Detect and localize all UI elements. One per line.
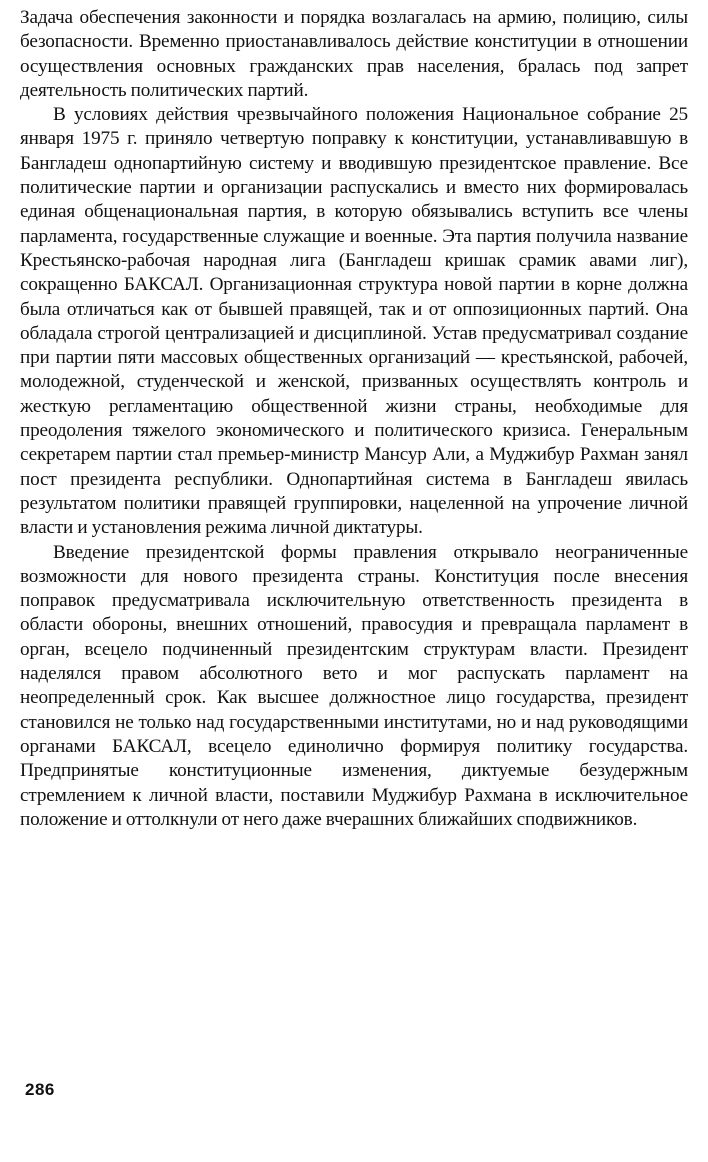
paragraph-3: Введение президентской формы правления открывало неограниченные возможности для нового президента страны. Конституция после внесения поправок предусматривала исключительную ответственность президента в области обороны, внешних отношений, правосудия и превращала парламент в орган, всецело подчиненный президентским структурам власти. Президент наделялся правом абсолютного вето и мог распускать парламент на неопределенный срок. Как высшее должностное лицо государства, президент становился не только над государственными институтами, но и над руководящими органами БАКСАЛ, всецело единолично формируя политику государства. Предпринятые конституционные изменения, диктуемые безудержным стремлением к личной власти, поставили Муджибур Рахмана в исключительное положение и оттолкнули от него даже вчерашних ближайших сподвижников. [20, 541, 688, 830]
paragraph-1: Задача обеспечения законности и порядка возлагалась на армию, полицию, силы безопасности. Временно приостанавливалось действие конституции в отношении осуществления основных гражданских прав населения, бралась под запрет деятельность политических партий. [20, 7, 688, 101]
paragraph-2: В условиях действия чрезвычайного положения Национальное собрание 25 января 1975 г. приняло четвертую поправку к конституции, устанавливавшую в Бангладеш однопартийную систему и вводившую президентское правление. Все политические партии и организации распускались и вместо них формировалась единая общенациональная партия, в которую обязывались вступить все члены парламента, государственные служащие и военные. Эта партия получила название Крестьянско-рабочая народная лига (Бангладеш кришак срамик авами лиг), сокращенно БАКСАЛ. Организационная структура новой партии в корне должна была отличаться как от бывшей правящей, так и от оппозиционных партий. Она обладала строгой централизацией и дисциплиной. Устав предусматривал создание при партии пяти массовых общественных организаций — крестьянской, рабочей, молодежной, студенческой и женской, призванных осуществлять контроль и жесткую регламентацию общественной жизни страны, необходимые для преодоления тяжелого экономического и политического кризиса. Генеральным секретарем партии стал премьер-министр Мансур Али, а Муджибур Рахман занял пост президента республики. Однопартийная система в Бангладеш явилась результатом политики правящей группировки, нацеленной на упрочение личной власти и установления режима личной диктатуры. [20, 104, 688, 539]
page-body [20, 6, 688, 832]
page-number: 286 [25, 1080, 55, 1099]
